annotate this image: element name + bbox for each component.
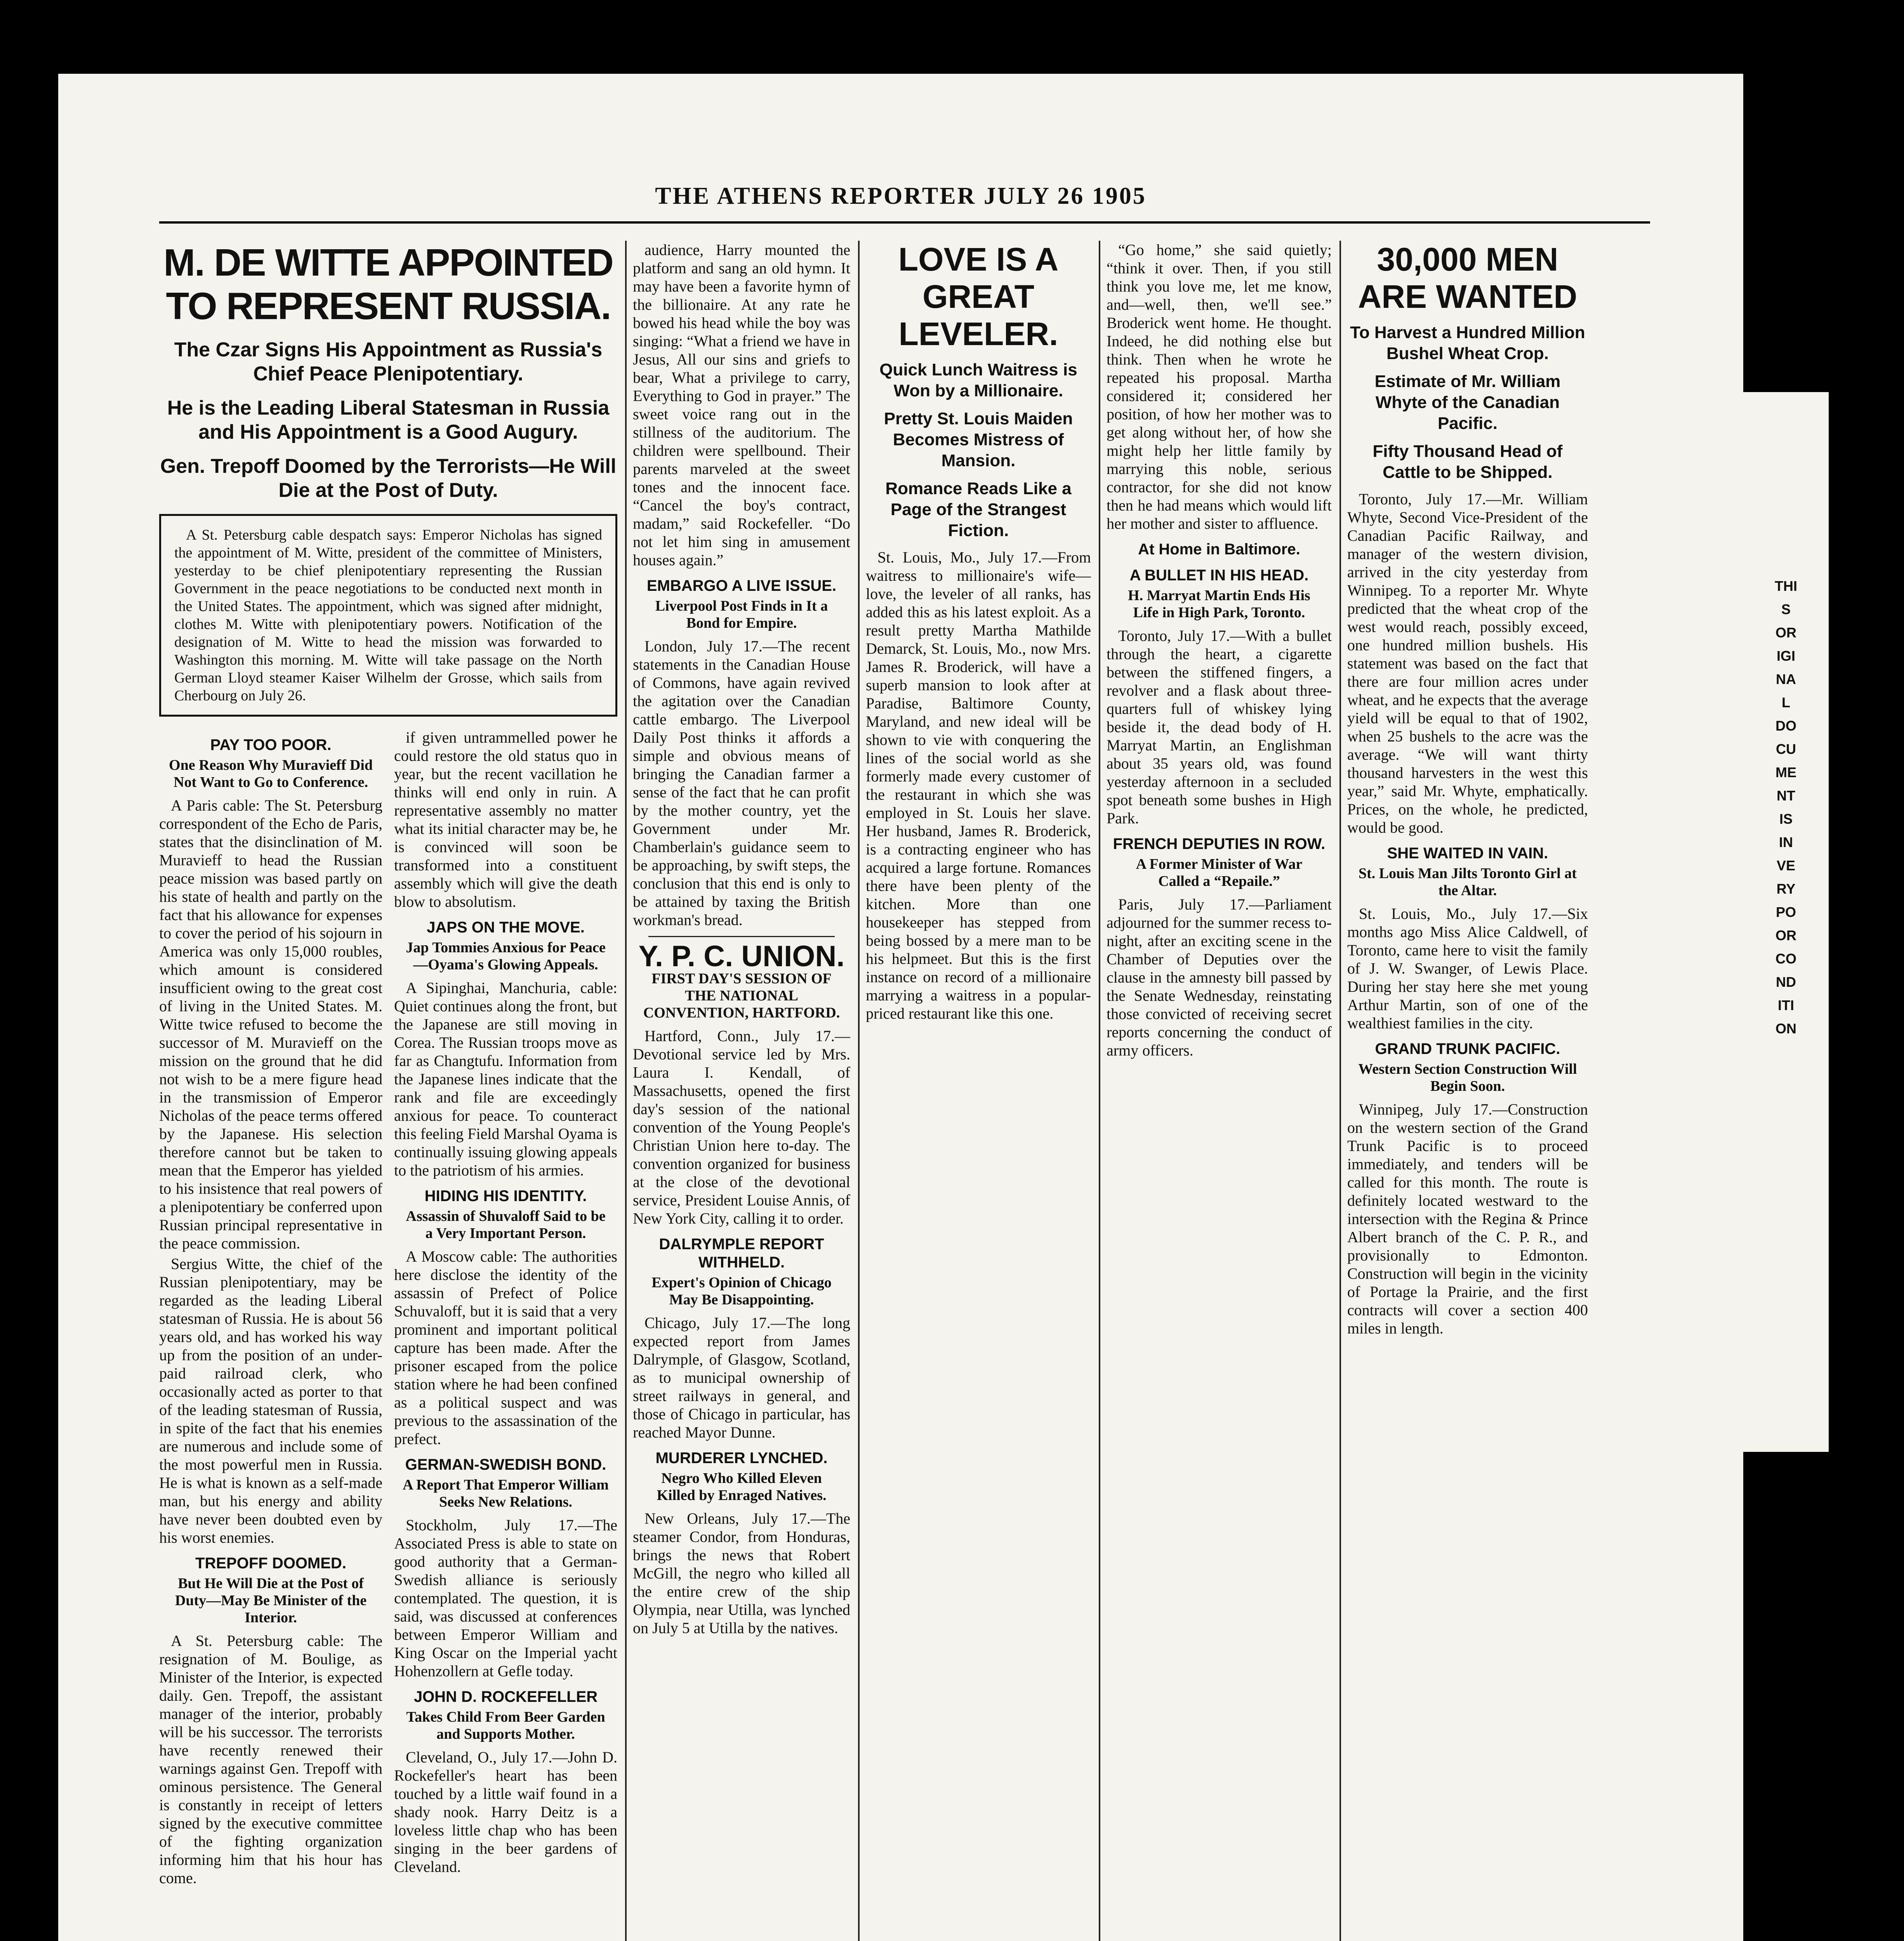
ypc-union-head: Y. P. C. UNION.	[638, 940, 845, 973]
trepoff-deck: But He Will Die at the Post of Duty—May Be Minister of the Interior.	[175, 1575, 367, 1626]
japs-deck: Jap Tommies Anxious for Peace—Oyama's Glowing Appeals.	[406, 939, 606, 973]
bullet-head: A BULLET IN HIS HEAD.	[1129, 567, 1309, 584]
love-deck-1: Quick Lunch Waitress is Won by a Millionaire.	[879, 360, 1077, 400]
murderer-deck: Negro Who Killed Eleven Killed by Enraged Natives.	[657, 1470, 827, 1503]
hiding-text: A Moscow cable: The authorities here disclose the identity of the assassin of Prefect of Police Schuvaloff, but it is said that a very prominent and important political capture has been made. After the prisoner escaped from the police station where he had been confined as a political suspect and was previous to the assassination of the prefect.	[394, 1248, 617, 1448]
lead-deck-3: Gen. Trepoff Doomed by the Terrorists—He Will Die at the Post of Duty.	[160, 455, 617, 502]
german-text: Stockholm, July 17.—The Associated Press is able to state on good authority that a German-Swedish alliance is seriously contemplated. The question, it is said, was discussed at conferences between Emperor William and King Oscar on the Imperial yacht Hohenzollern at Gefle today.	[394, 1516, 617, 1680]
lead-deck-1: The Czar Signs His Appointment as Russia's Chief Peace Plenipotentiary.	[174, 339, 603, 385]
notice-text: THIS ORIGINAL DOCUMENT IS IN VERY POOR CONDITION	[1775, 578, 1797, 1036]
rockefeller-head: JOHN D. ROCKEFELLER	[413, 1688, 598, 1705]
love-deck-2: Pretty St. Louis Maiden Becomes Mistress of Mansion.	[884, 409, 1073, 470]
lead-headline: M. DE WITTE APPOINTED TO REPRESENT RUSSIA.	[163, 241, 613, 327]
men-wanted-deck-2: Estimate of Mr. William Whyte of the Canadian Pacific.	[1374, 372, 1561, 433]
ypc-union-text: Hartford, Conn., July 17.—Devotional service led by Mrs. Laura I. Kendall, of Massachusetts, opened the first day's session of the national convention of the Young People's Christian Union here to-day. The convention organized for business at the close of the devotional service, President Louise Annis, of New York City, calling it to order.	[633, 1027, 850, 1227]
men-wanted-deck-1: To Harvest a Hundred Million Bushel Wheat Crop.	[1350, 323, 1585, 363]
german-head: GERMAN-SWEDISH BOND.	[405, 1456, 606, 1473]
dalrymple-deck: Expert's Opinion of Chicago May Be Disappointing.	[651, 1274, 832, 1308]
hiding-head: HIDING HIS IDENTITY.	[424, 1188, 587, 1205]
waited-head: SHE WAITED IN VAIN.	[1387, 845, 1548, 862]
german-deck: A Report That Emperor William Seeks New Relations.	[403, 1477, 609, 1510]
masthead: THE ATHENS REPORTER JULY 26 1905	[655, 183, 1147, 209]
column-1	[159, 241, 617, 1941]
murderer-text: New Orleans, July 17.—The steamer Condor, from Honduras, brings the news that Robert McGill, the negro who killed all the entire crew of the ship Olympia, near Utilla, was lynched on July 5 at Utilla by the natives.	[633, 1510, 850, 1637]
grand-trunk-text: Winnipeg, July 17.—Construction on the western section of the Grand Trunk Pacific is to proceed immediately, and tenders will be called for this month. The route is definitely located westward to the intersection with the Regina & Prince Albert branch of the C. P. R., and provisionally to Edmonton. Construction will begin in the vicinity of Portage la Prairie, and the first contracts will cover a section 400 miles in length.	[1347, 1101, 1588, 1337]
pay-too-poor-head: PAY TOO POOR.	[210, 736, 332, 753]
masthead-rule	[159, 221, 1650, 224]
hiding-deck: Assassin of Shuvaloff Said to be a Very Important Person.	[406, 1208, 606, 1241]
japs-head: JAPS ON THE MOVE.	[427, 919, 585, 936]
ypc-union-deck: FIRST DAY'S SESSION OF THE NATIONAL CONVENTION, HARTFORD.	[643, 970, 840, 1021]
column-3	[633, 241, 850, 1941]
pay-too-poor-text: A Paris cable: The St. Petersburg correspondent of the Echo de Paris, states that the disinclination of M. Muravieff to head the Russian peace mission was based partly on his state of health and partly on the fact that his allowance for expenses to cover the period of his sojourn in America was only 15,000 roubles, which amount is considered insufficient owing to the great cost of living in the United States. M. Witte twice refused to become the successor of M. Muravieff on the mission on the ground that he did not wish to be a mere figure head in the transmission of Emperor Nicholas of the peace terms offered by the Japanese. His selection therefore cannot but be taken to mean that the Emperor has yielded to his insistence that real powers of a plenipotentiary be conferred upon Russian principal representative in the peace commission.	[159, 797, 382, 1252]
despatch-box	[159, 514, 617, 717]
embargo-text: London, July 17.—The recent statements in the Canadian House of Commons, have again revived the agitation over the Canadian cattle embargo. The Liverpool Daily Post thinks it affords a simple and obvious means of bringing the Canadian farmer a sense of the fact that he can profit by the mother country, yet the Government under Mr. Chamberlain's guidance seem to be approaching, by swift steps, the conclusion that this end is only to be attained by taxing the British workman's bread.	[633, 637, 850, 929]
trepoff-text: A St. Petersburg cable: The resignation of M. Boulige, as Minister of the Interior, is expected daily. Gen. Trepoff, the assistant manager of the interior, probably will be his successor. The terrorists have recently renewed their warnings against Gen. Trepoff with ominous persistence. The General is constantly in receipt of letters signed by the executive committee of the fighting organization informing him that his hour has come.	[159, 1632, 382, 1887]
love-continued-text: “Go home,” she said quietly; “think it over. Then, if you still think you love me, let me know, and—well, then, we'll see.” Broderick went home. He thought. Indeed, he did nothing else but think. Then when he wrote he repeated his proposal. Martha considered it; considered her position, of how her mother was to get along without her, of how she might help her little family by marrying this noble, serious contractor, for she did not know then he had means which would lift her mother and sister to affluence.	[1107, 241, 1332, 532]
grand-trunk-head: GRAND TRUNK PACIFIC.	[1375, 1040, 1560, 1057]
embargo-deck: Liverpool Post Finds in It a Bond for Empire.	[655, 598, 828, 631]
waited-deck: St. Louis Man Jilts Toronto Girl at the Altar.	[1358, 865, 1577, 899]
despatch-text: A St. Petersburg cable despatch says: Emperor Nicholas has signed the appointment of M. Witte, president of the committee of Ministers, yesterday to be chief plenipotentiary representing the Russian Government in the peace negotiations to be conducted next month in the United States. The appointment, which was signed after midnight, clothes M. Witte with plenipotentiary powers. Notification of the designation of M. Witte to head the mission was forwarded to Washington this morning. M. Witte will take passage on the North German Lloyd steamer Kaiser Wilhelm der Grosse, which sails from Cherbourg on July 26.	[174, 527, 602, 704]
men-wanted-text: Toronto, July 17.—Mr. William Whyte, Second Vice-President of the Canadian Pacific Railway, and manager of the western division, arrived in the city yesterday from Winnipeg. To a reporter Mr. Whyte predicted that the wheat crop of the west would reach, possibly exceed, one hundred million bushels. His statement was based on the fact that there are four million acres under wheat, and he expects that the average yield will be equal to that of 1902, when 25 bushels to the acre was the average. “We will want thirty thousand harvesters in the west this year,” said Mr. Whyte, emphatically. Prices, on the whole, he predicted, would be good.	[1347, 490, 1588, 836]
rockefeller-continued-text: audience, Harry mounted the platform and sang an old hymn. It may have been a favorite hymn of the billionaire. At any rate he bowed his head while the boy was singing: “What a friend we have in Jesus, All our sins and griefs to bear, What a privilege to carry, Everything to God in prayer.” The sweet voice rang out in the stillness of the auditorium. The children were spellbound. Their parents marveled at the sweet tones and the innocent face. “Cancel the boy's contract, madam,” said Rockefeller. “Do not let him sing in amusement houses again.”	[633, 241, 850, 569]
divider	[648, 936, 835, 937]
column-6	[1347, 241, 1588, 1941]
column-rule	[1099, 241, 1100, 1941]
men-wanted-headline: 30,000 MEN ARE WANTED	[1358, 241, 1577, 315]
trepoff-head: TREPOFF DOOMED.	[195, 1555, 346, 1572]
waited-text: St. Louis, Mo., July 17.—Six months ago Miss Alice Caldwell, of Toronto, came here to visit the family of J. W. Swanger, of Lewis Place. During her stay here she met young Arthur Martin, son of one of the wealthiest families in the city.	[1347, 905, 1588, 1032]
lead-deck-2: He is the Leading Liberal Statesman in Russia and His Appointment is a Good Augury.	[167, 397, 610, 443]
men-wanted-deck-3: Fifty Thousand Head of Cattle to be Shipped.	[1372, 442, 1563, 482]
column-5	[1107, 241, 1332, 1941]
pay-too-poor-deck: One Reason Why Muravieff Did Not Want to Go to Conference.	[169, 757, 373, 790]
murderer-head: MURDERER LYNCHED.	[655, 1450, 828, 1467]
poor-condition-notice	[1774, 575, 1798, 1040]
sergius-witte-text: Sergius Witte, the chief of the Russian plenipotentiary, may be regarded as the leading Liberal statesman of Russia. He is about 56 years old, and has worked his way up from the position of an under-paid railroad clerk, who occasionally acted as porter to that of the leading statesman of Russia, in spite of the fact that his enemies are numerous and include some of the most powerful men in Russia. He is what is known as a self-made man, but his energy and ability have never been doubted even by his worst enemies.	[159, 1255, 382, 1546]
baltimore-head: At Home in Baltimore.	[1138, 541, 1300, 558]
french-deck: A Former Minister of War Called a “Repaile.”	[1136, 856, 1303, 889]
dalrymple-text: Chicago, July 17.—The long expected report from James Dalrymple, of Glasgow, Scotland, as to municipal ownership of street railways in general, and those of Chicago in particular, has reached Mayor Dunne.	[633, 1314, 850, 1441]
column-rule	[1339, 241, 1341, 1941]
love-headline: LOVE IS A GREAT LEVELER.	[898, 241, 1059, 352]
love-deck-3: Romance Reads Like a Page of the Strangest Fiction.	[885, 479, 1072, 540]
japs-text: A Sipinghai, Manchuria, cable: Quiet continues along the front, but the Japanese are still moving in Corea. The Russian troops move as far as Changtufu. Information from the Japanese lines indicate that the rank and file are exceedingly anxious for peace. To counteract this feeling Field Marshal Oyama is continually issuing glowing appeals to the patriotism of his armies.	[394, 979, 617, 1179]
witte-continued-text: if given untrammelled power he could restore the old status quo in year, but the recent vacillation he thinks will end only in ruin. A representative assembly no matter what its initial character may be, he is convinced will soon be transformed into a constituent assembly which will give the death blow to absolutism.	[394, 729, 617, 910]
newspaper-page	[58, 74, 1743, 1941]
embargo-head: EMBARGO A LIVE ISSUE.	[646, 577, 837, 594]
column-rule	[858, 241, 860, 1941]
column-4	[866, 241, 1091, 1941]
column-rule	[625, 241, 627, 1941]
dalrymple-head: DALRYMPLE REPORT WITHHELD.	[659, 1236, 824, 1271]
rockefeller-text: Cleveland, O., July 17.—John D. Rockefeller's heart has been touched by a little waif found in a shady nook. Harry Deitz is a loveless little chap who has been singing in the beer gardens of Cleveland.	[394, 1748, 617, 1875]
bullet-deck: H. Marryat Martin Ends His Life in High Park, Toronto.	[1128, 587, 1310, 621]
grand-trunk-deck: Western Section Construction Will Begin Soon.	[1358, 1061, 1577, 1094]
french-head: FRENCH DEPUTIES IN ROW.	[1113, 835, 1326, 852]
bullet-text: Toronto, July 17.—With a bullet through the heart, a cigarette between the stiffened fingers, a revolver and a flask about three-quarters full of whiskey lying beside it, the dead body of H. Marryat Martin, an Englishman about 35 years old, was found yesterday afternoon in a secluded spot beneath some bushes in High Park.	[1107, 627, 1332, 827]
french-text: Paris, July 17.—Parliament adjourned for the summer recess to-night, after an exciting scene in the Chamber of Deputies over the clause in the amnesty bill passed by the Senate Wednesday, reinstating those convicted of receiving secret reports concerning the conduct of army officers.	[1107, 896, 1332, 1059]
rockefeller-deck: Takes Child From Beer Garden and Supports Mother.	[406, 1709, 605, 1742]
love-text: St. Louis, Mo., July 17.—From waitress to millionaire's wife—love, the leveler of all ranks, has added this as his latest exploit. As a result pretty Martha Mathilde Demarck, St. Louis, Mo., now Mrs. James R. Broderick, will have a superb mansion to look after at Paradise, Baltimore County, Maryland, and new ideal will be shown to vie with conquering the lines of the social world as she formerly made every customer of the restaurant in which she was employed in St. Louis her slave. Her husband, James R. Broderick, is a contracting engineer who has acquired a large fortune. Romances there have been plenty of the kitchen. More than one housekeeper has stepped from being bossed by a mere man to be his helpmeet. But this is the first instance on record of a millionaire marrying a waitress in a popular-priced restaurant like this one.	[866, 549, 1091, 1022]
